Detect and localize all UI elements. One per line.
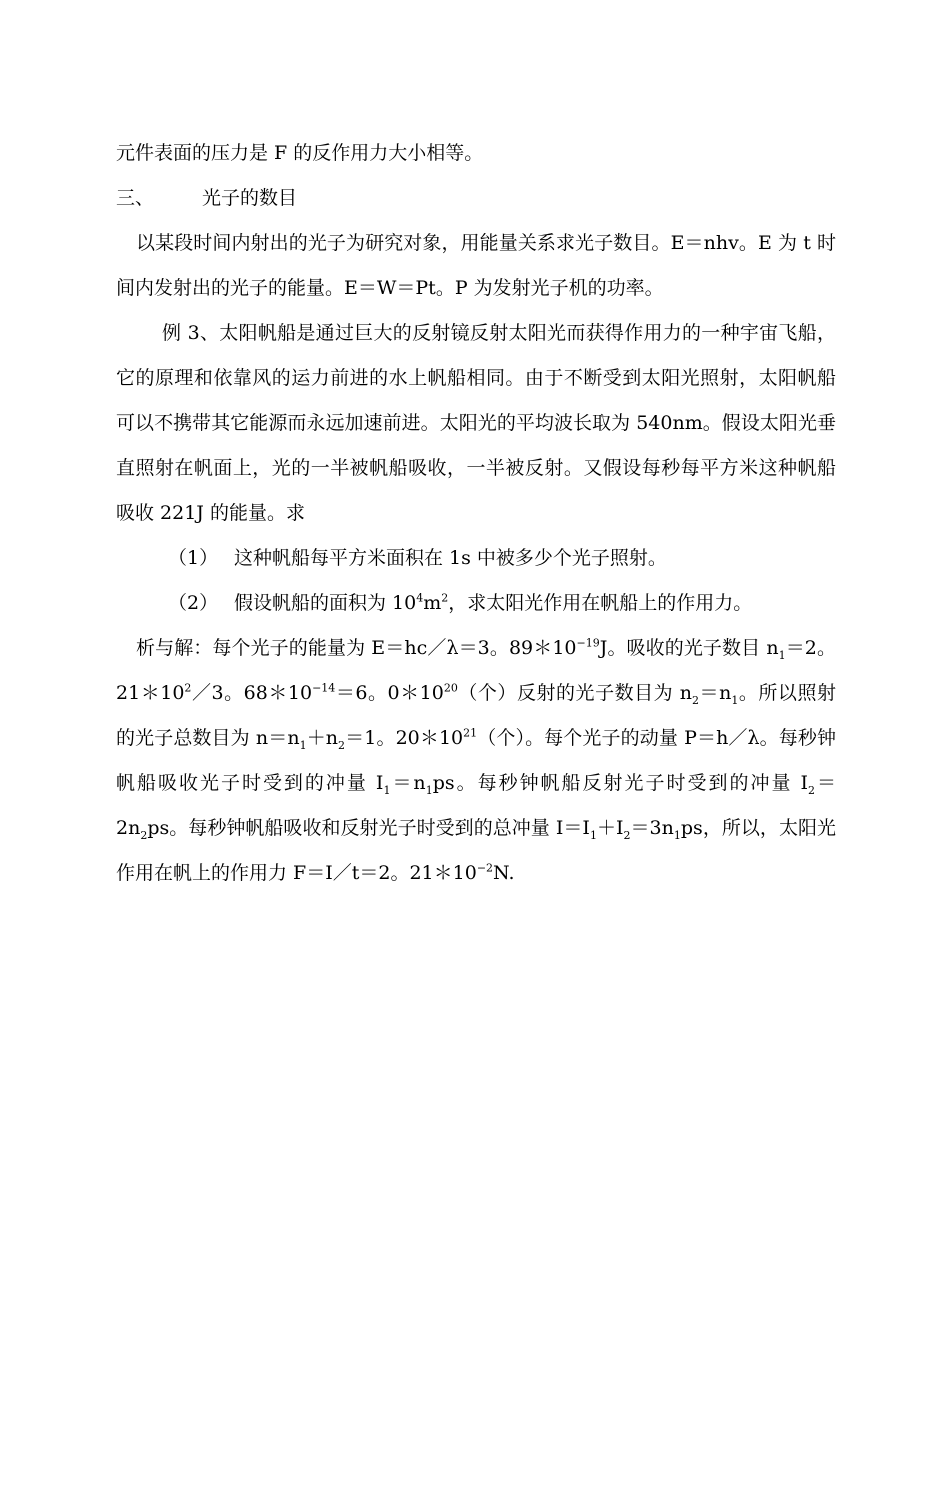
section-number: 三、 bbox=[116, 187, 155, 209]
subscript: 2 bbox=[692, 693, 700, 707]
continued-paragraph: 元件表面的压力是 F 的反作用力大小相等。 bbox=[116, 142, 484, 164]
analysis-text: ＝2n bbox=[116, 772, 836, 839]
exponent: −2 bbox=[476, 861, 494, 875]
subscript: 1 bbox=[299, 738, 307, 752]
subscript: 2 bbox=[338, 738, 346, 752]
analysis-text: ＝1。20＊10 bbox=[345, 727, 464, 749]
subscript: 1 bbox=[778, 648, 786, 662]
exponent: 20 bbox=[443, 681, 458, 695]
analysis-text: ＝3n bbox=[630, 817, 674, 839]
analysis-text: ps。每秒钟帆船反射光子时受到的冲量 I bbox=[432, 772, 808, 794]
analysis-text: ＝2。21＊10 bbox=[116, 637, 836, 704]
section-heading bbox=[116, 176, 836, 221]
subscript: 1 bbox=[731, 693, 739, 707]
analysis-text: （个）。每个光子的动量 P＝h／λ。每秒钟帆船吸收光子时受到的冲量 I bbox=[116, 727, 836, 794]
question-2-exponent-2: 2 bbox=[441, 591, 449, 605]
section-title: 光子的数目 bbox=[202, 187, 298, 209]
subscript: 1 bbox=[673, 828, 681, 842]
photon-count-paragraph: 以某段时间内射出的光子为研究对象，用能量关系求光子数目。E＝nhv。E 为 t 时间内发射出的光子的能量。E＝W＝Pt。P 为发射光子机的功率。 bbox=[116, 232, 836, 299]
analysis-text: ＝n bbox=[699, 682, 732, 704]
analysis-text: J。吸收的光子数目 n bbox=[599, 637, 779, 659]
exponent: −14 bbox=[312, 681, 336, 695]
example-3-paragraph: 例 3、太阳帆船是通过巨大的反射镜反射太阳光而获得作用力的一种宇宙飞船，它的原理和依靠风的运力前进的水上帆船相同。由于不断受到太阳光照射，太阳帆船可以不携带其它能源而永远加速前进。太阳光的平均波长取为 540nm。假设太阳光垂直照射在帆面上，光的一半被帆船吸收，一半被反射。又假设每秒每平方米这种帆船吸收 221J 的能量。求 bbox=[116, 322, 836, 524]
question-2-exponent-1: 4 bbox=[416, 591, 424, 605]
analysis-text: 。所以照射的光子总数目为 n＝n bbox=[116, 682, 836, 749]
question-2-text-a: 假设帆船的面积为 10 bbox=[234, 592, 417, 614]
analysis-text: ＋n bbox=[306, 727, 339, 749]
subscript: 1 bbox=[589, 828, 597, 842]
subscript: 2 bbox=[808, 783, 815, 797]
analysis-text: （个）反射的光子数目为 n bbox=[457, 682, 693, 704]
analysis-text: ／3。68＊10 bbox=[191, 682, 313, 704]
analysis-text: N. bbox=[493, 862, 515, 884]
document-page bbox=[116, 131, 836, 896]
analysis-text: ps。每秒钟帆船吸收和反射光子时受到的总冲量 I＝I bbox=[147, 817, 590, 839]
analysis-text: ＝n bbox=[390, 772, 426, 794]
exponent: 2 bbox=[184, 681, 192, 695]
subscript: 1 bbox=[383, 783, 391, 797]
analysis-text: ps，所以，太阳光作用在帆上的作用力 F＝I／t＝2。21＊10 bbox=[116, 817, 836, 884]
question-2-text-c: ，求太阳光作用在帆船上的作用力。 bbox=[448, 592, 753, 614]
subscript: 2 bbox=[623, 828, 631, 842]
exponent: 21 bbox=[463, 726, 478, 740]
question-1-text: 这种帆船每平方米面积在 1s 中被多少个光子照射。 bbox=[234, 547, 667, 569]
question-1-number: （1） bbox=[168, 547, 219, 569]
question-2-text-b: m bbox=[423, 592, 442, 614]
analysis-paragraph bbox=[116, 626, 836, 896]
analysis-text: ＋I bbox=[596, 817, 624, 839]
subscript: 1 bbox=[425, 783, 433, 797]
exponent: −19 bbox=[576, 636, 600, 650]
question-1 bbox=[116, 536, 836, 581]
question-2 bbox=[116, 581, 836, 626]
question-2-number: （2） bbox=[168, 592, 219, 614]
analysis-text: 析与解：每个光子的能量为 E＝hc／λ＝3。89＊10 bbox=[136, 637, 577, 659]
analysis-text: ＝6。0＊10 bbox=[335, 682, 444, 704]
subscript: 2 bbox=[140, 828, 148, 842]
